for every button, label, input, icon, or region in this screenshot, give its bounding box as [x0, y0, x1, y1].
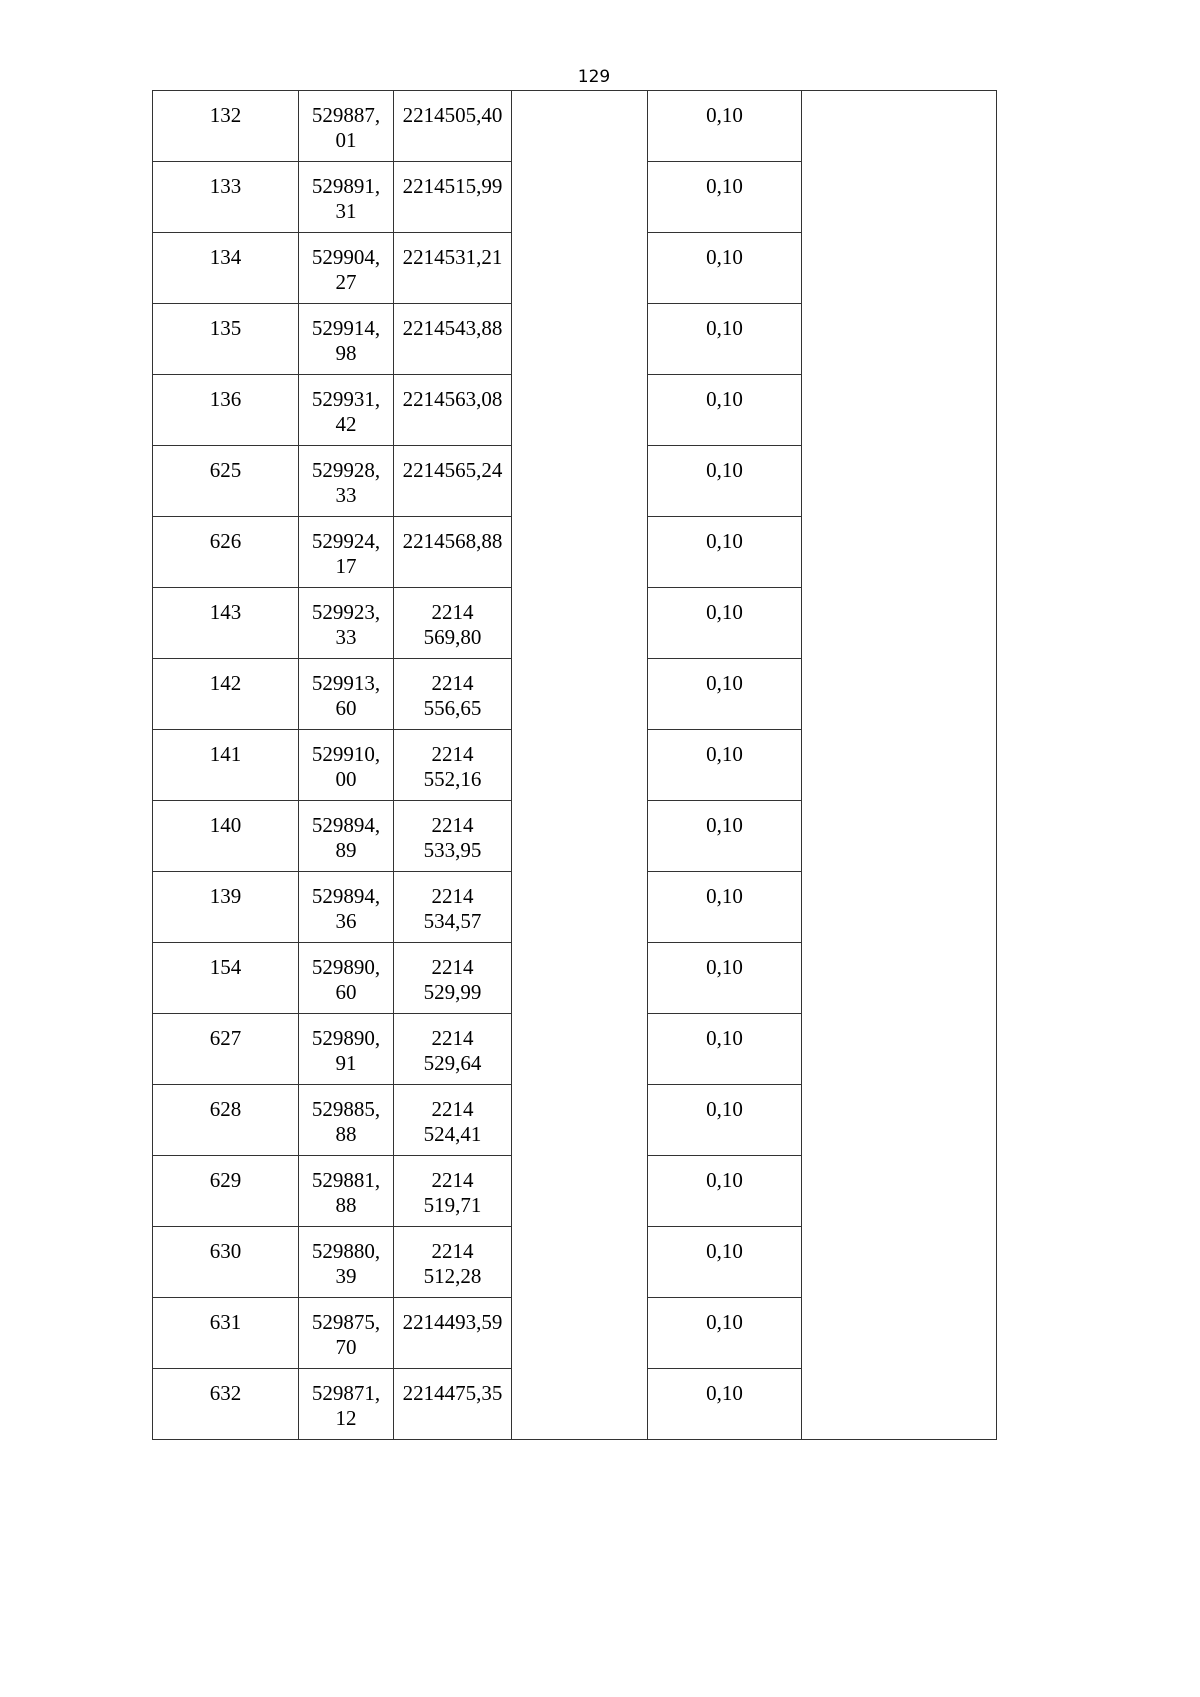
table-row — [153, 1014, 997, 1085]
empty-cell — [512, 1227, 648, 1298]
x-coordinate-cell — [299, 233, 394, 304]
x-coordinate-cell — [299, 1014, 394, 1085]
empty-cell — [802, 801, 997, 872]
empty-cell — [512, 1298, 648, 1369]
point-number-cell — [153, 1156, 299, 1227]
x-coordinate-text: 529931, 42 — [311, 387, 381, 436]
y-coordinate-text: 2214 569,80 — [423, 600, 482, 649]
error-value-text: 0,10 — [706, 742, 743, 766]
y-coordinate-text: 2214 556,65 — [423, 671, 482, 720]
table-row — [153, 304, 997, 375]
empty-cell — [512, 1369, 648, 1440]
empty-cell — [512, 446, 648, 517]
empty-cell — [802, 730, 997, 801]
error-value-cell — [648, 943, 802, 1014]
table-row — [153, 1369, 997, 1440]
table-row — [153, 801, 997, 872]
empty-cell — [802, 375, 997, 446]
table-row — [153, 943, 997, 1014]
error-value-cell — [648, 91, 802, 162]
table-row — [153, 233, 997, 304]
empty-cell — [512, 304, 648, 375]
x-coordinate-text: 529887, 01 — [311, 103, 381, 152]
x-coordinate-text: 529891, 31 — [311, 174, 381, 223]
point-number-cell — [153, 588, 299, 659]
point-number-cell — [153, 730, 299, 801]
y-coordinate-cell — [394, 1369, 512, 1440]
y-coordinate-text: 2214568,88 — [402, 529, 503, 553]
y-coordinate-cell — [394, 91, 512, 162]
point-number-text: 134 — [209, 245, 242, 269]
table-row — [153, 588, 997, 659]
empty-cell — [512, 730, 648, 801]
point-number-cell — [153, 1227, 299, 1298]
error-value-text: 0,10 — [706, 813, 743, 837]
empty-cell — [802, 91, 997, 162]
error-value-text: 0,10 — [706, 245, 743, 269]
error-value-cell — [648, 872, 802, 943]
error-value-text: 0,10 — [706, 1381, 743, 1405]
x-coordinate-cell — [299, 446, 394, 517]
x-coordinate-text: 529894, 36 — [311, 884, 381, 933]
y-coordinate-cell — [394, 659, 512, 730]
x-coordinate-cell — [299, 1085, 394, 1156]
empty-cell — [512, 1156, 648, 1227]
table-row — [153, 375, 997, 446]
empty-cell — [512, 517, 648, 588]
error-value-cell — [648, 233, 802, 304]
x-coordinate-cell — [299, 304, 394, 375]
y-coordinate-cell — [394, 304, 512, 375]
table-row — [153, 1156, 997, 1227]
point-number-cell — [153, 233, 299, 304]
point-number-cell — [153, 1085, 299, 1156]
x-coordinate-cell — [299, 1369, 394, 1440]
y-coordinate-text: 2214493,59 — [402, 1310, 503, 1334]
point-number-cell — [153, 943, 299, 1014]
y-coordinate-cell — [394, 730, 512, 801]
empty-cell — [802, 446, 997, 517]
point-number-cell — [153, 1369, 299, 1440]
empty-cell — [512, 872, 648, 943]
x-coordinate-cell — [299, 872, 394, 943]
point-number-text: 630 — [209, 1239, 242, 1263]
y-coordinate-text: 2214515,99 — [402, 174, 503, 198]
point-number-text: 629 — [209, 1168, 242, 1192]
y-coordinate-text: 2214 529,64 — [423, 1026, 482, 1075]
empty-cell — [512, 1085, 648, 1156]
coordinates-table-body — [153, 91, 997, 1440]
error-value-cell — [648, 801, 802, 872]
point-number-text: 133 — [209, 174, 242, 198]
x-coordinate-text: 529881, 88 — [311, 1168, 381, 1217]
y-coordinate-text: 2214 524,41 — [423, 1097, 482, 1146]
coordinates-table — [152, 90, 997, 1440]
error-value-text: 0,10 — [706, 387, 743, 411]
error-value-cell — [648, 588, 802, 659]
x-coordinate-cell — [299, 517, 394, 588]
point-number-cell — [153, 517, 299, 588]
x-coordinate-text: 529880, 39 — [311, 1239, 381, 1288]
empty-cell — [512, 233, 648, 304]
point-number-cell — [153, 375, 299, 446]
point-number-text: 140 — [209, 813, 242, 837]
error-value-text: 0,10 — [706, 1239, 743, 1263]
table-row — [153, 1298, 997, 1369]
point-number-text: 142 — [209, 671, 242, 695]
x-coordinate-cell — [299, 588, 394, 659]
x-coordinate-cell — [299, 91, 394, 162]
x-coordinate-text: 529875, 70 — [311, 1310, 381, 1359]
point-number-cell — [153, 659, 299, 730]
error-value-text: 0,10 — [706, 1168, 743, 1192]
error-value-text: 0,10 — [706, 955, 743, 979]
error-value-text: 0,10 — [706, 529, 743, 553]
x-coordinate-text: 529928, 33 — [311, 458, 381, 507]
y-coordinate-cell — [394, 1014, 512, 1085]
error-value-cell — [648, 1014, 802, 1085]
point-number-text: 136 — [209, 387, 242, 411]
x-coordinate-cell — [299, 1156, 394, 1227]
error-value-cell — [648, 1156, 802, 1227]
table-row — [153, 446, 997, 517]
y-coordinate-cell — [394, 1085, 512, 1156]
empty-cell — [802, 1156, 997, 1227]
table-row — [153, 1227, 997, 1298]
x-coordinate-cell — [299, 730, 394, 801]
x-coordinate-cell — [299, 375, 394, 446]
error-value-text: 0,10 — [706, 1097, 743, 1121]
empty-cell — [802, 659, 997, 730]
table-row — [153, 872, 997, 943]
y-coordinate-cell — [394, 588, 512, 659]
x-coordinate-text: 529923, 33 — [311, 600, 381, 649]
point-number-text: 139 — [209, 884, 242, 908]
empty-cell — [802, 162, 997, 233]
point-number-cell — [153, 1298, 299, 1369]
error-value-text: 0,10 — [706, 103, 743, 127]
x-coordinate-text: 529913, 60 — [311, 671, 381, 720]
point-number-cell — [153, 91, 299, 162]
y-coordinate-cell — [394, 801, 512, 872]
error-value-text: 0,10 — [706, 316, 743, 340]
error-value-cell — [648, 1369, 802, 1440]
point-number-cell — [153, 801, 299, 872]
empty-cell — [802, 1085, 997, 1156]
empty-cell — [512, 91, 648, 162]
error-value-cell — [648, 162, 802, 233]
point-number-text: 141 — [209, 742, 242, 766]
x-coordinate-text: 529914, 98 — [311, 316, 381, 365]
x-coordinate-text: 529910, 00 — [311, 742, 381, 791]
error-value-text: 0,10 — [706, 174, 743, 198]
y-coordinate-text: 2214565,24 — [402, 458, 503, 482]
error-value-cell — [648, 1227, 802, 1298]
empty-cell — [802, 943, 997, 1014]
x-coordinate-text: 529890, 60 — [311, 955, 381, 1004]
table-row — [153, 162, 997, 233]
y-coordinate-text: 2214505,40 — [402, 103, 503, 127]
y-coordinate-cell — [394, 1298, 512, 1369]
error-value-text: 0,10 — [706, 1310, 743, 1334]
empty-cell — [512, 375, 648, 446]
empty-cell — [802, 304, 997, 375]
x-coordinate-text: 529885, 88 — [311, 1097, 381, 1146]
error-value-cell — [648, 517, 802, 588]
empty-cell — [512, 659, 648, 730]
point-number-cell — [153, 872, 299, 943]
y-coordinate-text: 2214475,35 — [402, 1381, 503, 1405]
empty-cell — [802, 517, 997, 588]
empty-cell — [512, 1014, 648, 1085]
x-coordinate-text: 529894, 89 — [311, 813, 381, 862]
y-coordinate-cell — [394, 1156, 512, 1227]
empty-cell — [802, 872, 997, 943]
empty-cell — [802, 1227, 997, 1298]
y-coordinate-cell — [394, 162, 512, 233]
y-coordinate-text: 2214 519,71 — [423, 1168, 482, 1217]
point-number-cell — [153, 1014, 299, 1085]
error-value-cell — [648, 375, 802, 446]
error-value-text: 0,10 — [706, 671, 743, 695]
y-coordinate-text: 2214 534,57 — [423, 884, 482, 933]
point-number-text: 631 — [209, 1310, 242, 1334]
point-number-text: 628 — [209, 1097, 242, 1121]
error-value-text: 0,10 — [706, 600, 743, 624]
empty-cell — [802, 588, 997, 659]
table-row — [153, 730, 997, 801]
y-coordinate-text: 2214 552,16 — [423, 742, 482, 791]
y-coordinate-cell — [394, 233, 512, 304]
x-coordinate-cell — [299, 659, 394, 730]
x-coordinate-cell — [299, 801, 394, 872]
table-row — [153, 91, 997, 162]
y-coordinate-text: 2214531,21 — [402, 245, 503, 269]
error-value-text: 0,10 — [706, 458, 743, 482]
point-number-text: 132 — [209, 103, 242, 127]
point-number-text: 625 — [209, 458, 242, 482]
x-coordinate-text: 529890, 91 — [311, 1026, 381, 1075]
error-value-cell — [648, 446, 802, 517]
error-value-cell — [648, 304, 802, 375]
x-coordinate-cell — [299, 1298, 394, 1369]
x-coordinate-cell — [299, 1227, 394, 1298]
error-value-cell — [648, 1085, 802, 1156]
x-coordinate-text: 529924, 17 — [311, 529, 381, 578]
page-number: 129 — [577, 67, 611, 87]
empty-cell — [512, 943, 648, 1014]
empty-cell — [802, 1369, 997, 1440]
y-coordinate-cell — [394, 375, 512, 446]
empty-cell — [512, 162, 648, 233]
empty-cell — [802, 233, 997, 304]
error-value-text: 0,10 — [706, 1026, 743, 1050]
error-value-cell — [648, 1298, 802, 1369]
point-number-cell — [153, 162, 299, 233]
point-number-cell — [153, 304, 299, 375]
point-number-cell — [153, 446, 299, 517]
point-number-text: 135 — [209, 316, 242, 340]
x-coordinate-text: 529871, 12 — [311, 1381, 381, 1430]
y-coordinate-cell — [394, 517, 512, 588]
error-value-cell — [648, 659, 802, 730]
point-number-text: 632 — [209, 1381, 242, 1405]
x-coordinate-cell — [299, 162, 394, 233]
empty-cell — [802, 1014, 997, 1085]
y-coordinate-cell — [394, 446, 512, 517]
y-coordinate-text: 2214 512,28 — [423, 1239, 482, 1288]
point-number-text: 143 — [209, 600, 242, 624]
empty-cell — [802, 1298, 997, 1369]
table-row — [153, 659, 997, 730]
point-number-text: 154 — [209, 955, 242, 979]
y-coordinate-text: 2214 533,95 — [423, 813, 482, 862]
error-value-cell — [648, 730, 802, 801]
y-coordinate-cell — [394, 872, 512, 943]
empty-cell — [512, 588, 648, 659]
table-row — [153, 517, 997, 588]
table-row — [153, 1085, 997, 1156]
y-coordinate-text: 2214 529,99 — [423, 955, 482, 1004]
y-coordinate-cell — [394, 943, 512, 1014]
y-coordinate-cell — [394, 1227, 512, 1298]
empty-cell — [512, 801, 648, 872]
point-number-text: 627 — [209, 1026, 242, 1050]
error-value-text: 0,10 — [706, 884, 743, 908]
x-coordinate-cell — [299, 943, 394, 1014]
point-number-text: 626 — [209, 529, 242, 553]
x-coordinate-text: 529904, 27 — [311, 245, 381, 294]
y-coordinate-text: 2214563,08 — [402, 387, 503, 411]
y-coordinate-text: 2214543,88 — [402, 316, 503, 340]
